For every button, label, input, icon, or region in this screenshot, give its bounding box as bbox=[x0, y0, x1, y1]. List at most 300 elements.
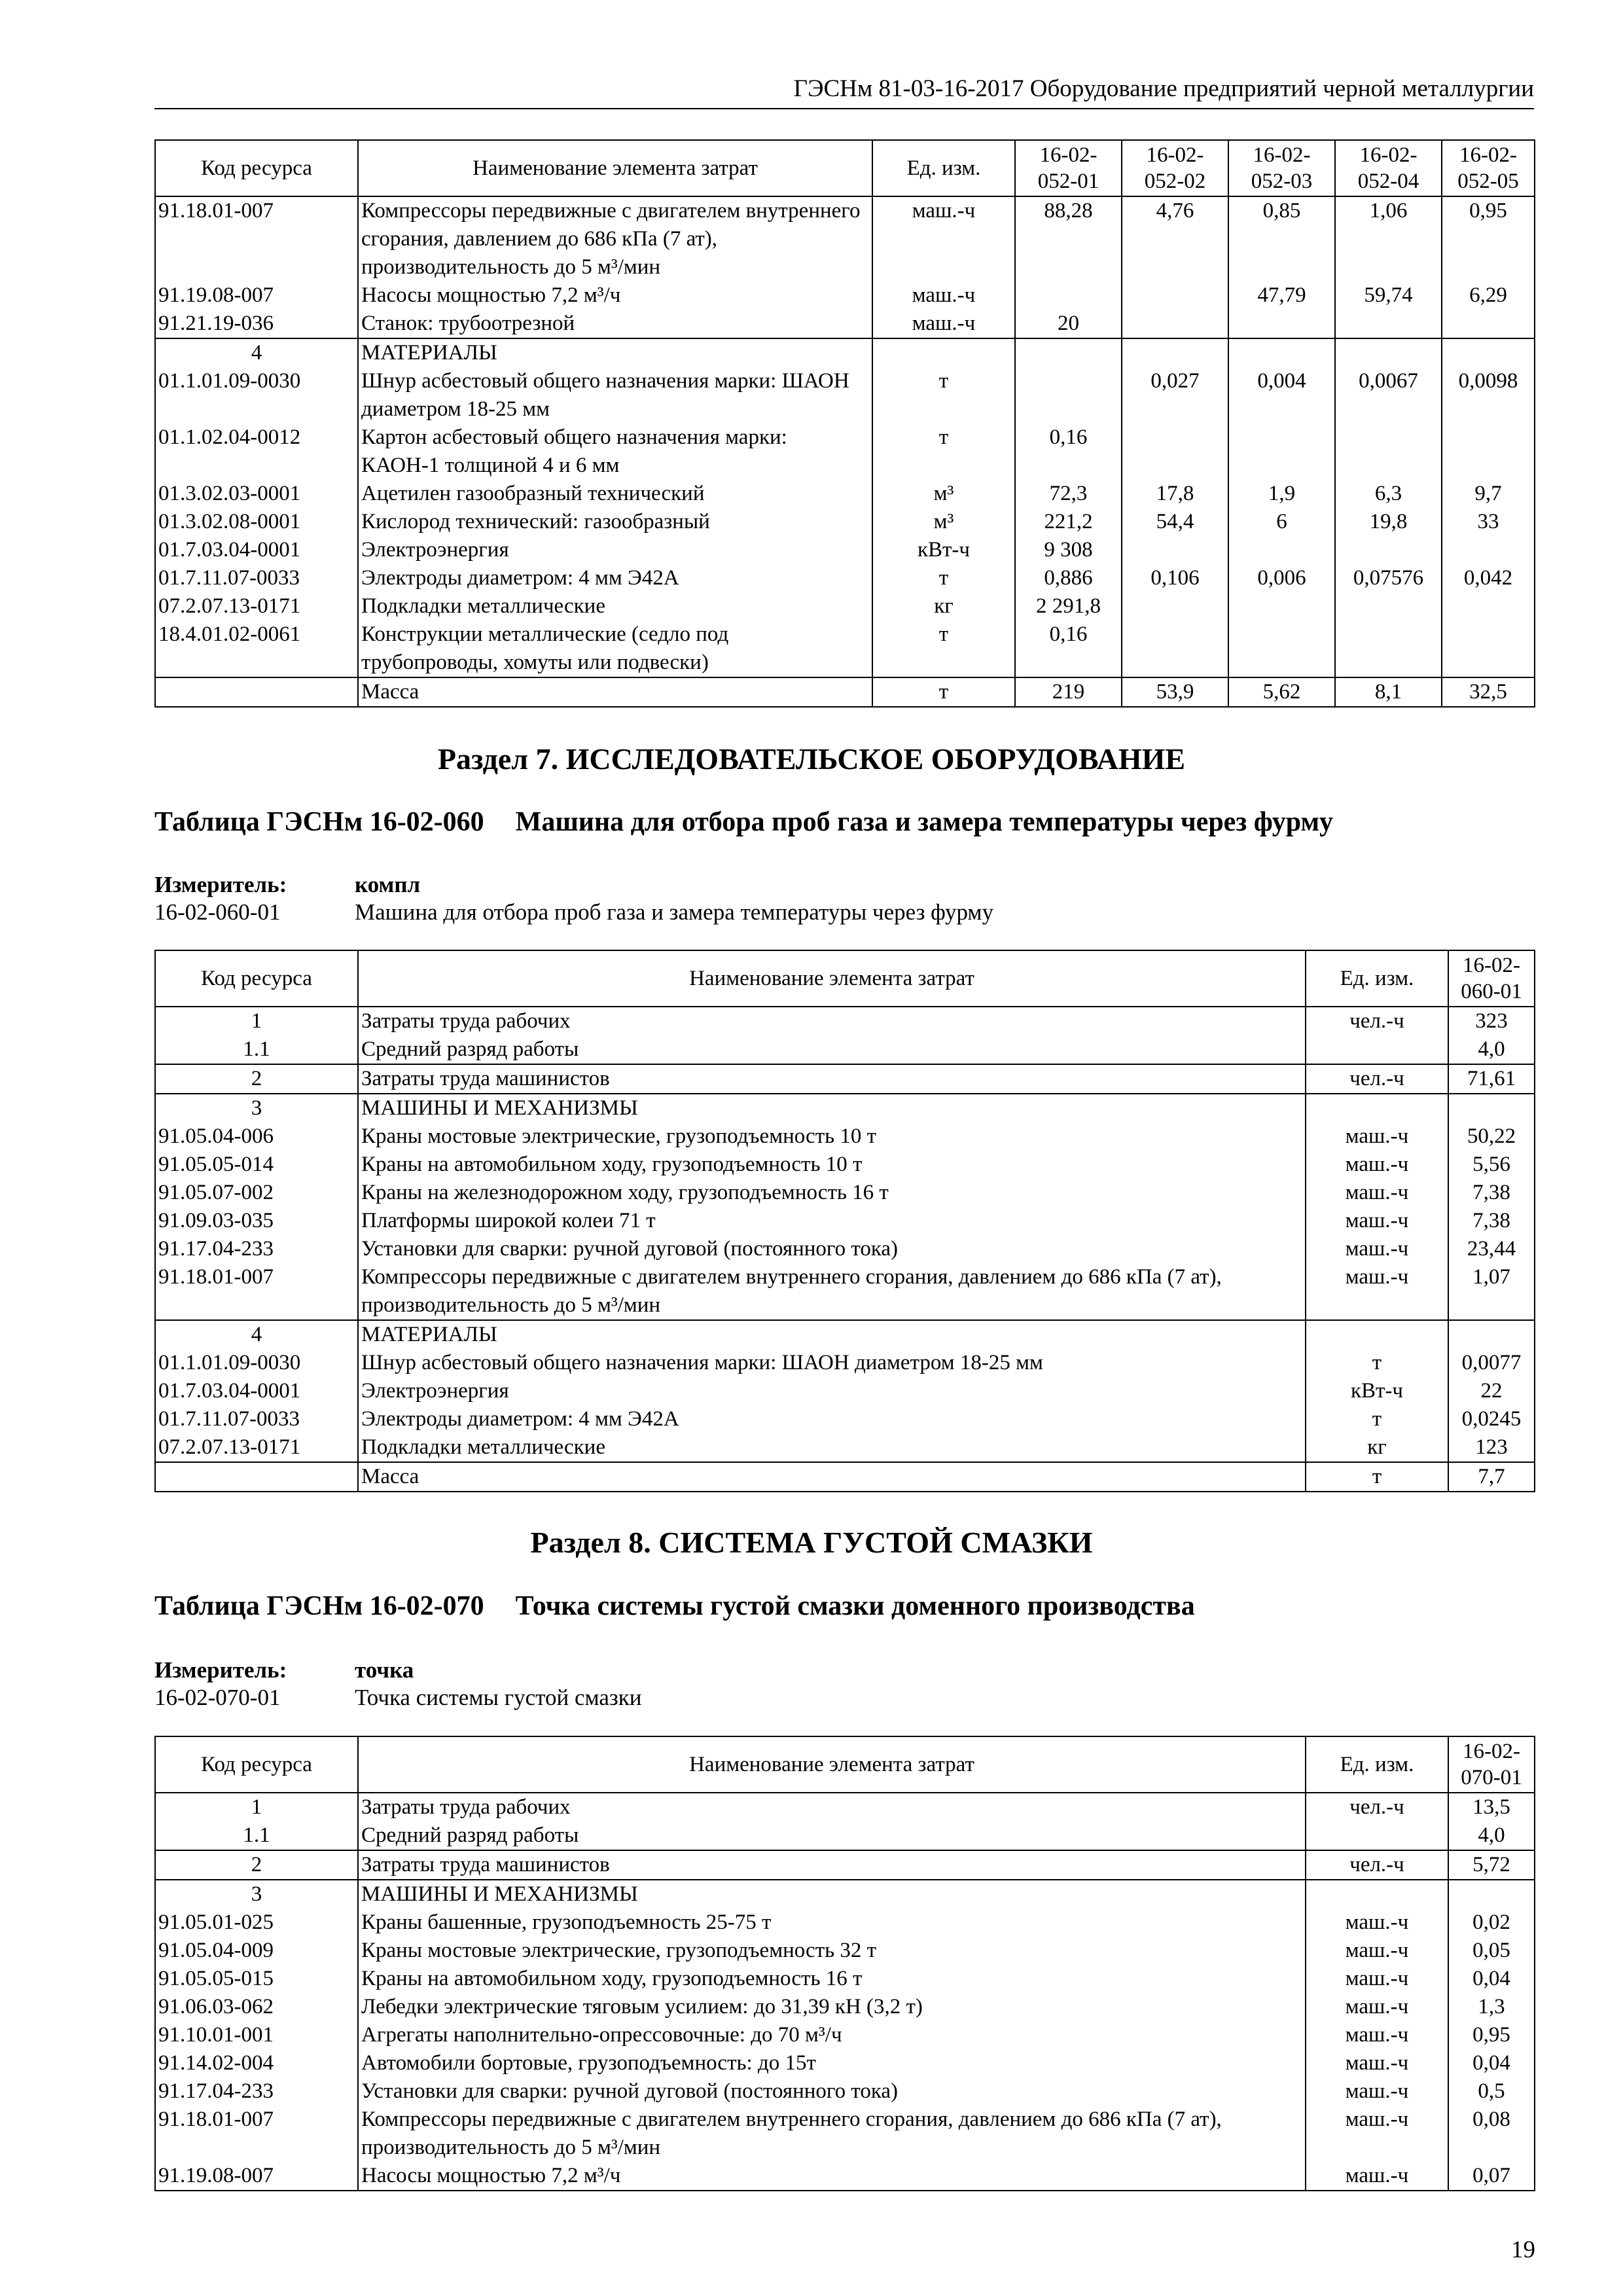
rate-value: 53,9 bbox=[1122, 677, 1228, 707]
rate-value bbox=[1335, 536, 1442, 564]
unit-cell: маш.-ч bbox=[1306, 1909, 1448, 1937]
rate-value bbox=[1122, 338, 1228, 367]
unit-cell: маш.-ч bbox=[872, 310, 1015, 338]
unit-cell: т bbox=[1306, 1349, 1448, 1377]
table-row bbox=[155, 1462, 1535, 1492]
resource-code: 01.3.02.03-0001 bbox=[155, 480, 358, 508]
col-header-rate: 16-02- 052-05 bbox=[1442, 140, 1535, 196]
table-row bbox=[155, 1850, 1535, 1880]
table-title bbox=[154, 1590, 1195, 1622]
resource-code: 07.2.07.13-0171 bbox=[155, 1433, 358, 1462]
section-title: Раздел 8. СИСТЕМА ГУСТОЙ СМАЗКИ bbox=[530, 1526, 1093, 1559]
unit-cell: маш.-ч bbox=[1306, 1965, 1448, 1993]
resource-name: Электроэнергия bbox=[358, 1377, 1306, 1405]
resource-name: Компрессоры передвижные с двигателем внутреннего сгорания, давлением до 686 кПа (7 ат), производительность до 5 м³/мин bbox=[358, 1263, 1306, 1320]
unit-cell: т bbox=[872, 367, 1015, 423]
rate-value: 0,02 bbox=[1448, 1909, 1535, 1937]
table-row bbox=[155, 2162, 1535, 2191]
unit-cell: т bbox=[1306, 1405, 1448, 1433]
rate-value bbox=[1448, 1880, 1535, 1909]
table-row bbox=[155, 423, 1535, 480]
resource-name: Компрессоры передвижные с двигателем внутреннего сгорания, давлением до 686 кПа (7 ат), производительность до 5 м³/мин bbox=[358, 196, 872, 281]
rate-value: 50,22 bbox=[1448, 1122, 1535, 1151]
rate-value: 32,5 bbox=[1442, 677, 1535, 707]
resource-code: 91.05.05-015 bbox=[155, 1965, 358, 1993]
rate-value bbox=[1015, 281, 1122, 310]
table-row bbox=[155, 367, 1535, 423]
resource-code: 1 bbox=[155, 1793, 358, 1821]
table-row bbox=[155, 310, 1535, 338]
resource-name: Краны на автомобильном ходу, грузоподъемность 16 т bbox=[358, 1965, 1306, 1993]
section-title: Раздел 7. ИССЛЕДОВАТЕЛЬСКОЕ ОБОРУДОВАНИЕ bbox=[437, 742, 1186, 776]
rate-value: 0,006 bbox=[1228, 564, 1335, 592]
table-row bbox=[155, 2077, 1535, 2106]
rate-value bbox=[1335, 423, 1442, 480]
item-name: Точка системы густой смазки bbox=[355, 1685, 642, 1710]
rate-value bbox=[1122, 592, 1228, 620]
running-header: ГЭСНм 81-03-16-2017 Оборудование предприятий черной металлургии bbox=[793, 75, 1534, 102]
resource-name: Затраты труда машинистов bbox=[358, 1850, 1306, 1880]
resource-code: 1 bbox=[155, 1007, 358, 1035]
table-body bbox=[155, 1007, 1535, 1492]
unit-cell: маш.-ч bbox=[1306, 1263, 1448, 1320]
rate-value: 0,886 bbox=[1015, 564, 1122, 592]
resource-code: 01.7.03.04-0001 bbox=[155, 536, 358, 564]
table-row bbox=[155, 1179, 1535, 1207]
table-row bbox=[155, 1094, 1535, 1122]
unit-cell bbox=[872, 338, 1015, 367]
rate-value: 5,72 bbox=[1448, 1850, 1535, 1880]
rate-value bbox=[1442, 310, 1535, 338]
rate-value: 4,0 bbox=[1448, 1035, 1535, 1064]
col-header-code: Код ресурса bbox=[155, 1736, 358, 1793]
rate-value bbox=[1442, 536, 1535, 564]
resource-code: 1.1 bbox=[155, 1821, 358, 1850]
unit-cell: т bbox=[872, 423, 1015, 480]
resource-name: Затраты труда рабочих bbox=[358, 1793, 1306, 1821]
resource-name: Насосы мощностью 7,2 м³/ч bbox=[358, 2162, 1306, 2191]
resource-code: 4 bbox=[155, 338, 358, 367]
resource-name: Насосы мощностью 7,2 м³/ч bbox=[358, 281, 872, 310]
table-row bbox=[155, 1035, 1535, 1064]
resource-code: 01.1.02.04-0012 bbox=[155, 423, 358, 480]
measure-label: Измеритель: bbox=[154, 1657, 287, 1683]
item-code: 16-02-070-01 bbox=[154, 1685, 281, 1710]
rate-value: 19,8 bbox=[1335, 508, 1442, 536]
rate-value: 88,28 bbox=[1015, 196, 1122, 281]
rate-value: 0,07576 bbox=[1335, 564, 1442, 592]
resource-code: 4 bbox=[155, 1320, 358, 1349]
resource-name: Масса bbox=[358, 677, 872, 707]
rate-value: 1,3 bbox=[1448, 1993, 1535, 2021]
rate-value: 6 bbox=[1228, 508, 1335, 536]
resource-code: 3 bbox=[155, 1880, 358, 1909]
resource-code: 91.09.03-035 bbox=[155, 1207, 358, 1235]
rate-value bbox=[1228, 310, 1335, 338]
rate-value: 4,76 bbox=[1122, 196, 1228, 281]
resource-code: 91.19.08-007 bbox=[155, 2162, 358, 2191]
measure-label: Измеритель: bbox=[154, 872, 287, 897]
page-number: 19 bbox=[1511, 2236, 1535, 2263]
resource-code: 3 bbox=[155, 1094, 358, 1122]
table-row bbox=[155, 281, 1535, 310]
table-row bbox=[155, 1880, 1535, 1909]
rate-value bbox=[1335, 592, 1442, 620]
rate-value: 123 bbox=[1448, 1433, 1535, 1462]
resource-name: МАТЕРИАЛЫ bbox=[358, 338, 872, 367]
rate-value: 7,38 bbox=[1448, 1179, 1535, 1207]
rate-value bbox=[1015, 338, 1122, 367]
table-row bbox=[155, 1965, 1535, 1993]
rate-value: 5,62 bbox=[1228, 677, 1335, 707]
resource-name: Электроды диаметром: 4 мм Э42А bbox=[358, 564, 872, 592]
rate-value bbox=[1228, 620, 1335, 677]
resource-name: Электроды диаметром: 4 мм Э42А bbox=[358, 1405, 1306, 1433]
rate-value: 1,07 bbox=[1448, 1263, 1535, 1320]
table-row bbox=[155, 1377, 1535, 1405]
resource-code: 01.1.01.09-0030 bbox=[155, 367, 358, 423]
rate-value: 0,95 bbox=[1448, 2021, 1535, 2049]
table-row bbox=[155, 196, 1535, 281]
rate-value bbox=[1335, 620, 1442, 677]
table-body bbox=[155, 1793, 1535, 2191]
resource-name: Станок: трубоотрезной bbox=[358, 310, 872, 338]
rate-value: 1,9 bbox=[1228, 480, 1335, 508]
rate-value: 0,16 bbox=[1015, 620, 1122, 677]
rate-value: 17,8 bbox=[1122, 480, 1228, 508]
table-row bbox=[155, 1405, 1535, 1433]
unit-cell bbox=[1306, 1320, 1448, 1349]
resource-code: 1.1 bbox=[155, 1035, 358, 1064]
table-label: Таблица ГЭСНм 16-02-070 bbox=[154, 1591, 484, 1621]
resource-code bbox=[155, 677, 358, 707]
resource-name: МАТЕРИАЛЫ bbox=[358, 1320, 1306, 1349]
table-label: Таблица ГЭСНм 16-02-060 bbox=[154, 807, 484, 837]
table-row bbox=[155, 2021, 1535, 2049]
unit-cell: т bbox=[872, 620, 1015, 677]
resource-table-070 bbox=[154, 1736, 1535, 2191]
rate-value: 9 308 bbox=[1015, 536, 1122, 564]
rate-value bbox=[1122, 620, 1228, 677]
col-header-rate: 16-02- 052-01 bbox=[1015, 140, 1122, 196]
resource-code: 91.10.01-001 bbox=[155, 2021, 358, 2049]
rate-value bbox=[1442, 423, 1535, 480]
unit-cell: маш.-ч bbox=[1306, 1207, 1448, 1235]
rate-value: 0,05 bbox=[1448, 1937, 1535, 1965]
unit-cell: т bbox=[1306, 1462, 1448, 1492]
unit-cell: кВт-ч bbox=[1306, 1377, 1448, 1405]
unit-cell bbox=[1306, 1821, 1448, 1850]
rate-value: 0,0245 bbox=[1448, 1405, 1535, 1433]
rate-value: 0,95 bbox=[1442, 196, 1535, 281]
unit-cell: маш.-ч bbox=[1306, 1235, 1448, 1263]
resource-name: Установки для сварки: ручной дуговой (постоянного тока) bbox=[358, 2077, 1306, 2106]
rate-value: 7,7 bbox=[1448, 1462, 1535, 1492]
table-row bbox=[155, 1207, 1535, 1235]
resource-code: 18.4.01.02-0061 bbox=[155, 620, 358, 677]
table-row bbox=[155, 480, 1535, 508]
unit-cell: кг bbox=[872, 592, 1015, 620]
resource-name: Затраты труда рабочих bbox=[358, 1007, 1306, 1035]
col-header-name: Наименование элемента затрат bbox=[358, 140, 872, 196]
rate-value bbox=[1015, 367, 1122, 423]
rate-value bbox=[1448, 1094, 1535, 1122]
rate-value: 0,0077 bbox=[1448, 1349, 1535, 1377]
rate-value: 0,0067 bbox=[1335, 367, 1442, 423]
unit-cell bbox=[1306, 1094, 1448, 1122]
unit-cell: маш.-ч bbox=[1306, 1937, 1448, 1965]
unit-cell: т bbox=[872, 677, 1015, 707]
rate-value bbox=[1335, 338, 1442, 367]
rate-value: 71,61 bbox=[1448, 1064, 1535, 1094]
table-row bbox=[155, 1793, 1535, 1821]
rate-value: 323 bbox=[1448, 1007, 1535, 1035]
table-row bbox=[155, 1151, 1535, 1179]
resource-code: 91.18.01-007 bbox=[155, 1263, 358, 1320]
resource-name: Средний разряд работы bbox=[358, 1035, 1306, 1064]
rate-value: 0,08 bbox=[1448, 2106, 1535, 2162]
rate-value: 0,07 bbox=[1448, 2162, 1535, 2191]
table-row bbox=[155, 536, 1535, 564]
unit-cell: маш.-ч bbox=[1306, 1993, 1448, 2021]
resource-name: Конструкции металлические (седло под трубопроводы, хомуты или подвески) bbox=[358, 620, 872, 677]
resource-code: 91.17.04-233 bbox=[155, 1235, 358, 1263]
col-header-unit: Ед. изм. bbox=[872, 140, 1015, 196]
table-row bbox=[155, 1122, 1535, 1151]
rate-value: 13,5 bbox=[1448, 1793, 1535, 1821]
rate-value: 9,7 bbox=[1442, 480, 1535, 508]
resource-name: Подкладки металлические bbox=[358, 1433, 1306, 1462]
resource-name: Краны на железнодорожном ходу, грузоподъемность 16 т bbox=[358, 1179, 1306, 1207]
resource-name: Автомобили бортовые, грузоподъемность: до 15т bbox=[358, 2049, 1306, 2077]
col-header-name: Наименование элемента затрат bbox=[358, 950, 1306, 1007]
unit-cell: кг bbox=[1306, 1433, 1448, 1462]
table-row bbox=[155, 1235, 1535, 1263]
unit-cell: чел.-ч bbox=[1306, 1064, 1448, 1094]
unit-cell: маш.-ч bbox=[1306, 2077, 1448, 2106]
rate-value bbox=[1442, 338, 1535, 367]
rate-value: 0,04 bbox=[1448, 2049, 1535, 2077]
rate-value bbox=[1448, 1320, 1535, 1349]
col-header-code: Код ресурса bbox=[155, 950, 358, 1007]
resource-name: Краны башенные, грузоподъемность 25-75 т bbox=[358, 1909, 1306, 1937]
resource-code: 91.05.04-006 bbox=[155, 1122, 358, 1151]
rate-value: 8,1 bbox=[1335, 677, 1442, 707]
table-row bbox=[155, 508, 1535, 536]
resource-name: Кислород технический: газообразный bbox=[358, 508, 872, 536]
table-row bbox=[155, 1937, 1535, 1965]
rate-value: 47,79 bbox=[1228, 281, 1335, 310]
rate-value: 0,16 bbox=[1015, 423, 1122, 480]
resource-code: 07.2.07.13-0171 bbox=[155, 592, 358, 620]
resource-name: Лебедки электрические тяговым усилием: до 31,39 кН (3,2 т) bbox=[358, 1993, 1306, 2021]
unit-cell: маш.-ч bbox=[1306, 2106, 1448, 2162]
rate-value: 0,85 bbox=[1228, 196, 1335, 281]
unit-cell: чел.-ч bbox=[1306, 1007, 1448, 1035]
resource-code: 91.05.01-025 bbox=[155, 1909, 358, 1937]
table-row bbox=[155, 1821, 1535, 1850]
unit-cell: маш.-ч bbox=[1306, 1179, 1448, 1207]
unit-cell: т bbox=[872, 564, 1015, 592]
table-row bbox=[155, 1007, 1535, 1035]
resource-code: 91.05.07-002 bbox=[155, 1179, 358, 1207]
rate-value: 221,2 bbox=[1015, 508, 1122, 536]
resource-name: МАШИНЫ И МЕХАНИЗМЫ bbox=[358, 1094, 1306, 1122]
resource-code: 91.05.05-014 bbox=[155, 1151, 358, 1179]
resource-code: 91.18.01-007 bbox=[155, 196, 358, 281]
table-row bbox=[155, 338, 1535, 367]
rate-value: 0,04 bbox=[1448, 1965, 1535, 1993]
unit-cell: маш.-ч bbox=[1306, 2021, 1448, 2049]
rate-value bbox=[1442, 592, 1535, 620]
resource-code: 01.3.02.08-0001 bbox=[155, 508, 358, 536]
unit-cell: маш.-ч bbox=[1306, 1122, 1448, 1151]
resource-code: 91.21.19-036 bbox=[155, 310, 358, 338]
rate-value: 1,06 bbox=[1335, 196, 1442, 281]
unit-cell bbox=[1306, 1035, 1448, 1064]
resource-code: 01.7.03.04-0001 bbox=[155, 1377, 358, 1405]
rate-value bbox=[1228, 423, 1335, 480]
table-title bbox=[154, 806, 1333, 838]
resource-name: Затраты труда машинистов bbox=[358, 1064, 1306, 1094]
unit-cell bbox=[1306, 1880, 1448, 1909]
rate-value: 6,29 bbox=[1442, 281, 1535, 310]
unit-cell: маш.-ч bbox=[872, 196, 1015, 281]
rate-value: 4,0 bbox=[1448, 1821, 1535, 1850]
resource-name: Электроэнергия bbox=[358, 536, 872, 564]
table-row bbox=[155, 1064, 1535, 1094]
unit-cell: маш.-ч bbox=[1306, 2162, 1448, 2191]
rate-value bbox=[1335, 310, 1442, 338]
resource-code: 2 bbox=[155, 1064, 358, 1094]
rate-value bbox=[1122, 423, 1228, 480]
resource-code: 01.7.11.07-0033 bbox=[155, 1405, 358, 1433]
rate-value: 6,3 bbox=[1335, 480, 1442, 508]
rate-value bbox=[1122, 536, 1228, 564]
resource-code: 01.7.11.07-0033 bbox=[155, 564, 358, 592]
measure-value: компл bbox=[355, 872, 421, 897]
rate-value bbox=[1442, 620, 1535, 677]
resource-code: 91.05.04-009 bbox=[155, 1937, 358, 1965]
table-body bbox=[155, 196, 1535, 707]
rate-value: 2 291,8 bbox=[1015, 592, 1122, 620]
col-header-rate: 16-02- 070-01 bbox=[1448, 1736, 1535, 1793]
unit-cell: чел.-ч bbox=[1306, 1793, 1448, 1821]
rate-value: 0,027 bbox=[1122, 367, 1228, 423]
resource-code: 91.06.03-062 bbox=[155, 1993, 358, 2021]
rate-value: 0,042 bbox=[1442, 564, 1535, 592]
col-header-rate: 16-02- 052-03 bbox=[1228, 140, 1335, 196]
resource-name: Масса bbox=[358, 1462, 1306, 1492]
table-row bbox=[155, 2049, 1535, 2077]
col-header-rate: 16-02- 052-02 bbox=[1122, 140, 1228, 196]
resource-table-052 bbox=[154, 139, 1535, 708]
col-header-rate: 16-02- 052-04 bbox=[1335, 140, 1442, 196]
table-row bbox=[155, 1320, 1535, 1349]
col-header-name: Наименование элемента затрат bbox=[358, 1736, 1306, 1793]
table-row bbox=[155, 677, 1535, 707]
table-row bbox=[155, 592, 1535, 620]
resource-code: 91.18.01-007 bbox=[155, 2106, 358, 2162]
table-name: Машина для отбора проб газа и замера температуры через фурму bbox=[515, 807, 1334, 837]
rate-value: 5,56 bbox=[1448, 1151, 1535, 1179]
resource-code: 01.1.01.09-0030 bbox=[155, 1349, 358, 1377]
resource-code bbox=[155, 1462, 358, 1492]
rate-value bbox=[1228, 536, 1335, 564]
col-header-unit: Ед. изм. bbox=[1306, 1736, 1448, 1793]
resource-name: Ацетилен газообразный технический bbox=[358, 480, 872, 508]
unit-cell: кВт-ч bbox=[872, 536, 1015, 564]
resource-name: Установки для сварки: ручной дуговой (постоянного тока) bbox=[358, 1235, 1306, 1263]
resource-code: 2 bbox=[155, 1850, 358, 1880]
unit-cell: маш.-ч bbox=[872, 281, 1015, 310]
unit-cell: м³ bbox=[872, 480, 1015, 508]
rate-value: 59,74 bbox=[1335, 281, 1442, 310]
rate-value: 0,106 bbox=[1122, 564, 1228, 592]
rate-value bbox=[1228, 338, 1335, 367]
resource-name: Краны мостовые электрические, грузоподъемность 10 т bbox=[358, 1122, 1306, 1151]
resource-name: Агрегаты наполнительно-опрессовочные: до 70 м³/ч bbox=[358, 2021, 1306, 2049]
unit-cell: маш.-ч bbox=[1306, 1151, 1448, 1179]
item-code: 16-02-060-01 bbox=[154, 899, 281, 925]
unit-cell: чел.-ч bbox=[1306, 1850, 1448, 1880]
col-header-unit: Ед. изм. bbox=[1306, 950, 1448, 1007]
resource-name: Краны мостовые электрические, грузоподъемность 32 т bbox=[358, 1937, 1306, 1965]
rate-value: 22 bbox=[1448, 1377, 1535, 1405]
table-row bbox=[155, 2106, 1535, 2162]
rate-value: 72,3 bbox=[1015, 480, 1122, 508]
resource-name: Картон асбестовый общего назначения марки: КАОН-1 толщиной 4 и 6 мм bbox=[358, 423, 872, 480]
table-row bbox=[155, 1909, 1535, 1937]
measure-value: точка bbox=[355, 1657, 414, 1683]
resource-name: Краны на автомобильном ходу, грузоподъемность 10 т bbox=[358, 1151, 1306, 1179]
resource-name: Средний разряд работы bbox=[358, 1821, 1306, 1850]
table-name: Точка системы густой смазки доменного производства bbox=[515, 1591, 1195, 1621]
resource-name: Платформы широкой колеи 71 т bbox=[358, 1207, 1306, 1235]
col-header-code: Код ресурса bbox=[155, 140, 358, 196]
rate-value: 7,38 bbox=[1448, 1207, 1535, 1235]
rate-value bbox=[1122, 310, 1228, 338]
resource-code: 91.17.04-233 bbox=[155, 2077, 358, 2106]
unit-cell: маш.-ч bbox=[1306, 2049, 1448, 2077]
rate-value: 0,5 bbox=[1448, 2077, 1535, 2106]
rate-value: 0,004 bbox=[1228, 367, 1335, 423]
resource-name: Шнур асбестовый общего назначения марки: ШАОН диаметром 18-25 мм bbox=[358, 1349, 1306, 1377]
unit-cell: м³ bbox=[872, 508, 1015, 536]
header-rule bbox=[154, 108, 1534, 109]
item-name: Машина для отбора проб газа и замера температуры через фурму bbox=[355, 899, 994, 925]
rate-value: 0,0098 bbox=[1442, 367, 1535, 423]
rate-value bbox=[1122, 281, 1228, 310]
resource-code: 91.14.02-004 bbox=[155, 2049, 358, 2077]
rate-value: 54,4 bbox=[1122, 508, 1228, 536]
rate-value: 219 bbox=[1015, 677, 1122, 707]
table-row bbox=[155, 564, 1535, 592]
table-row bbox=[155, 1993, 1535, 2021]
table-row bbox=[155, 620, 1535, 677]
table-row bbox=[155, 1263, 1535, 1320]
resource-name: Подкладки металлические bbox=[358, 592, 872, 620]
resource-code: 91.19.08-007 bbox=[155, 281, 358, 310]
rate-value bbox=[1228, 592, 1335, 620]
resource-name: МАШИНЫ И МЕХАНИЗМЫ bbox=[358, 1880, 1306, 1909]
rate-value: 20 bbox=[1015, 310, 1122, 338]
resource-table-060 bbox=[154, 950, 1535, 1492]
resource-name: Шнур асбестовый общего назначения марки: ШАОН диаметром 18-25 мм bbox=[358, 367, 872, 423]
rate-value: 33 bbox=[1442, 508, 1535, 536]
rate-value: 23,44 bbox=[1448, 1235, 1535, 1263]
resource-name: Компрессоры передвижные с двигателем внутреннего сгорания, давлением до 686 кПа (7 ат), производительность до 5 м³/мин bbox=[358, 2106, 1306, 2162]
